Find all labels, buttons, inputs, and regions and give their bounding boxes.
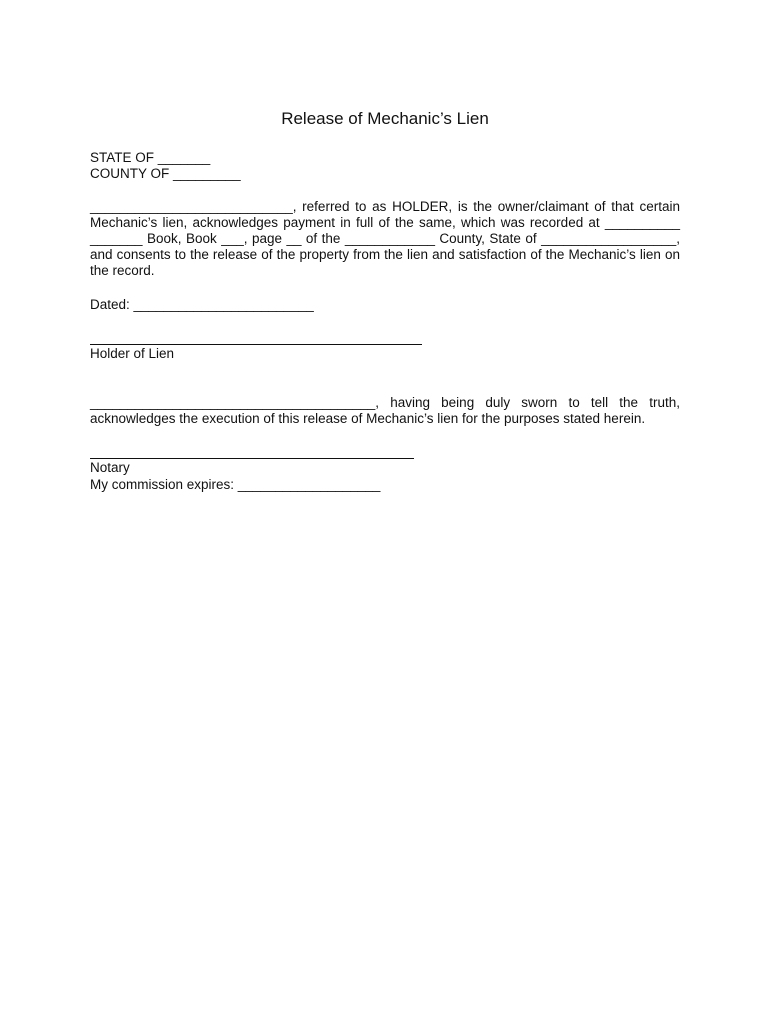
notary-signature-line — [90, 458, 414, 459]
paragraph1-line-2: Mechanic’s lien, acknowledges payment in full of the same, which was recorded at __________ — [90, 215, 680, 230]
holder-signature-line — [90, 344, 422, 345]
paragraph1-line-4: and consents to the release of the property from the lien and satisfaction of the Mechanic’s lien on — [90, 247, 680, 262]
commission-line: My commission expires: ___________________ — [90, 477, 381, 492]
dated-line: Dated: ________________________ — [90, 297, 314, 312]
holder-label: Holder of Lien — [90, 346, 175, 361]
state-line: STATE OF _______ — [90, 150, 211, 165]
document-title: Release of Mechanic’s Lien — [281, 109, 489, 128]
paragraph1-line-5: the record. — [90, 263, 155, 278]
paragraph2-line-2: acknowledges the execution of this release of Mechanic’s lien for the purposes stated herein. — [90, 411, 646, 426]
paragraph1-line-3: _______ Book, Book ___, page __ of the ____________ County, State of __________________, — [90, 231, 680, 246]
paragraph1-line-1: ___________________________, referred to as HOLDER, is the owner/claimant of that certain — [90, 199, 680, 214]
county-line: COUNTY OF _________ — [90, 166, 241, 181]
paragraph2-line-1: ______________________________________, having being duly sworn to tell the truth, — [90, 395, 680, 410]
notary-label: Notary — [90, 460, 130, 475]
